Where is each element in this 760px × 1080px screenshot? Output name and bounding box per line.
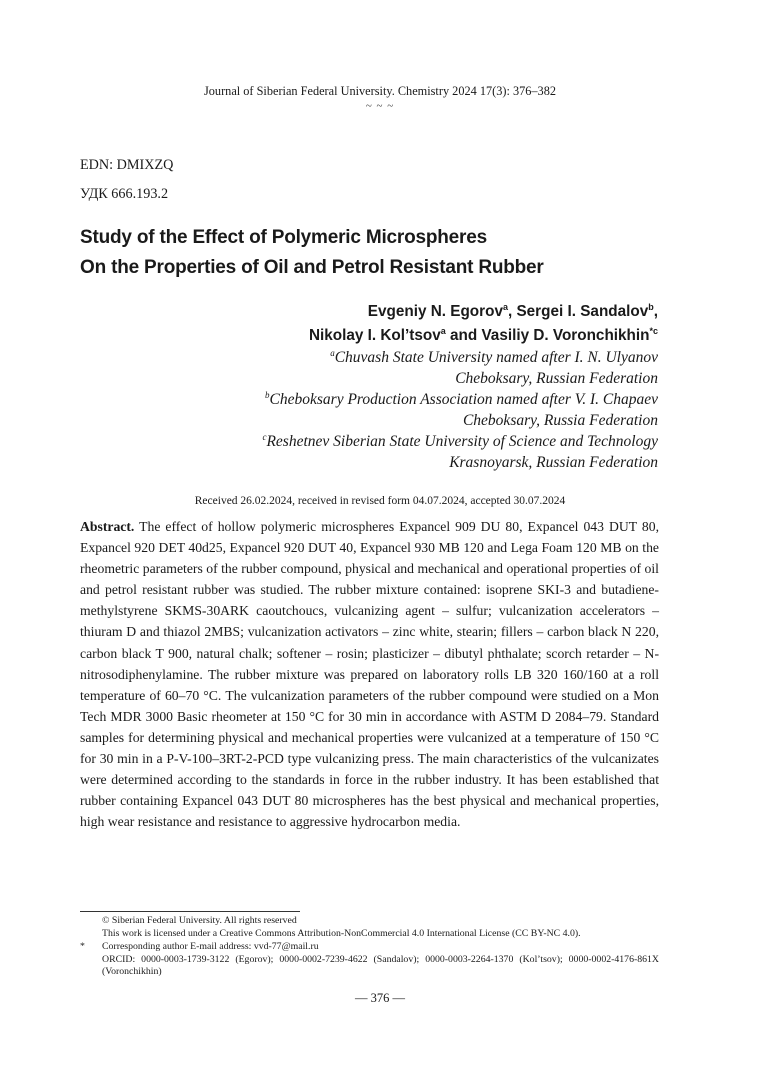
author-separator: and [445,327,482,344]
article-title-line-1: Study of the Effect of Polymeric Microspheres [80,227,487,248]
affiliation-c-city: Krasnoyarsk, Russian Federation [449,454,658,471]
author-name: Nikolay I. Kol’tsov [308,327,441,344]
author-name: Evgeniy N. Egorov [367,303,503,320]
footnote-divider [80,911,300,912]
author-affiliation-mark: a [502,302,508,312]
received-dates: Received 26.02.2024, received in revised form 04.07.2024, accepted 30.07.2024 [194,495,566,507]
abstract [80,516,659,832]
author-separator: , [507,303,517,320]
udk-code: УДК 666.193.2 [80,186,169,202]
footnote-orcid: ORCID: 0000-0003-1739-3122 (Egorov); 0000-0002-7239-4622 (Sandalov); 0000-0003-2264-1370 (Kol’tsov); 0000-0002-4176-861X (Voronchikhin) [102,954,659,977]
asterisk-mark: * [80,941,85,952]
article-title-line-2: On the Properties of Oil and Petrol Resistant Rubber [80,257,544,278]
affiliation-a-name: $^a$Chuvash State University named after I. N. Ulyanov [330,348,658,366]
authors-line-2 [309,327,658,345]
footnote-corresponding: * Corresponding author E-mail address: vvd-77@mail.ru [80,941,319,952]
authors-line-1 [368,303,658,321]
author-name: Vasiliy D. Voronchikhin [481,327,650,344]
affiliation-b-name: $^b$Cheboksary Production Association named after V. I. Chapaev [265,390,658,408]
author-name: Sergei I. Sandalov [516,303,649,320]
abstract-label: Abstract. [80,519,135,534]
journal-citation: Journal of Siberian Federal University. Chemistry 2024 17(3): 376–382 [204,84,556,98]
header-separator: ~ ~ ~ [365,100,395,112]
author-affiliation-mark: a [440,326,446,336]
footnote-license: This work is licensed under a Creative Commons Attribution-NonCommercial 4.0 International License (CC BY-NC 4.0). [102,928,581,939]
footnote-copyright: © Siberian Federal University. All rights reserved [102,915,297,926]
edn-code: EDN: DMIXZQ [80,157,174,173]
page-number: — 376 — [355,991,405,1005]
affiliation-a-city: Cheboksary, Russian Federation [455,370,658,387]
author-affiliation-mark: b [648,302,654,312]
author-separator: , [653,303,658,320]
affiliation-c-name: $^c$Reshetnev Siberian State University of Science and Technology [262,432,658,450]
author-affiliation-mark: *c [649,326,658,336]
affiliation-b-city: Cheboksary, Russia Federation [462,412,658,429]
abstract-text: The effect of hollow polymeric microspheres Expancel 909 DU 80, Expancel 043 DUT 80, Expancel 920 DET 40d25, Expancel 920 DUT 40, Expancel 930 MB 120 and Lega Foam 120 MB on the rheometric parameters of the rubber compound, physical and mechanical and operational properties of oil and petrol resistant rubber was studied. The rubber mixture contained: isoprene SKI-3 and butadiene-methylstyrene SKMS-30ARK caoutchoucs, vulcanizing agent – sulfur; vulcanization accelerators – thiuram D and thiazol 2MBS; vulcanization activators – zinc white, stearin; fillers – carbon black N 220, carbon black T 900, natural chalk; softener – rosin; plasticizer – dibutyl phthalate; scorch retarder – N-nitrosodiphenylamine. The rubber mixture was prepared on laboratory rolls LB 320 160/160 at a roll temperature of 60–70 °С. The vulcanization parameters of the rubber compound were studied on a Mon Tech MDR 3000 Basic rheometer at 150 °С for 30 min in accordance with ASTM D 2084–79. Standard samples for determining physical and mechanical properties were vulcanized at a temperature of 150 °С for 30 min in a P-V-100–3RT-2-PCD type vulcanizing press. The main characteristics of the vulcanizates were determined according to the standards in force in the rubber industry. It has been established that rubber containing Expancel 043 DUT 80 microspheres has the best physical and mechanical properties, high wear resistance and resistance to aggressive hydrocarbon media. [80,519,659,830]
